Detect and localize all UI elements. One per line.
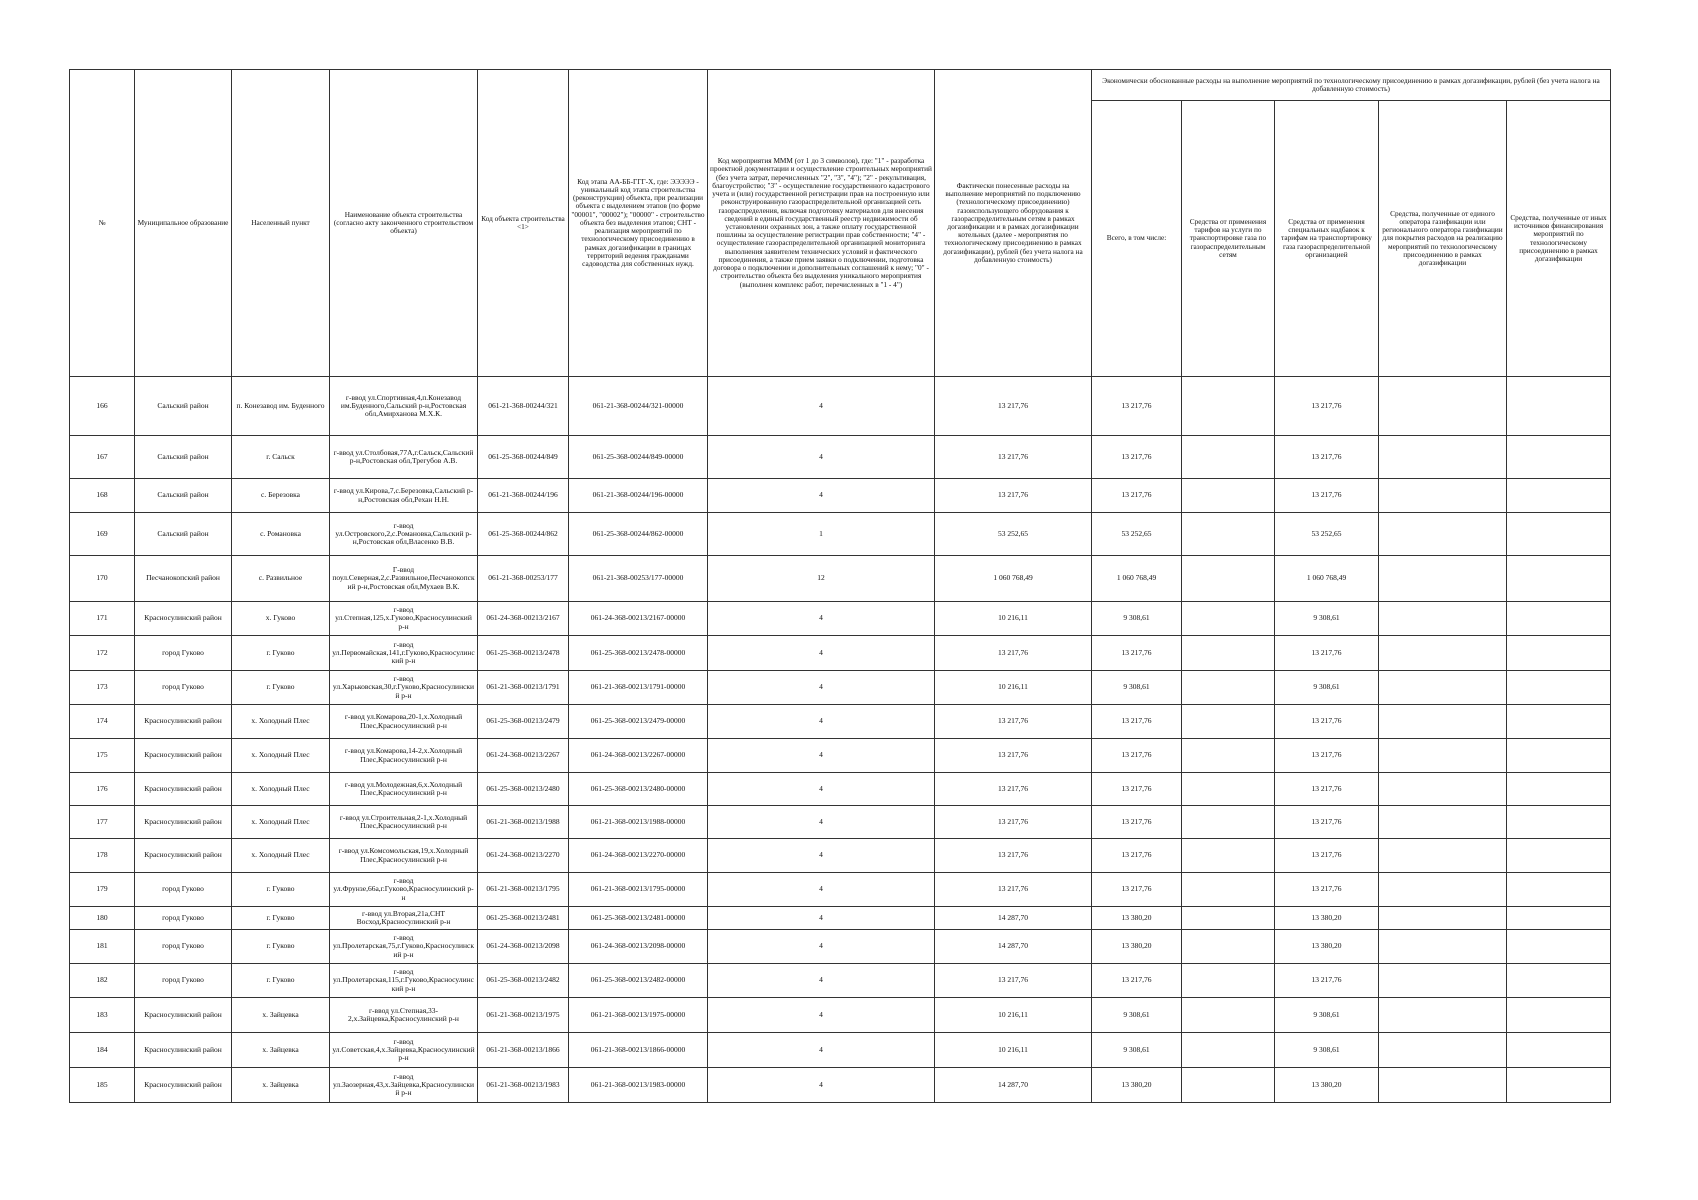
object-name-cell: г-ввод ул.Степная,33-2,х.Зайцевка,Красносулинский р-н — [330, 998, 478, 1033]
actual-costs-cell: 14 287,70 — [935, 1068, 1092, 1103]
object-name-cell: г-ввод ул.Молодежная,6,х.Холодный Плес,Красносулинский р-н — [330, 773, 478, 806]
operator-funds-cell — [1379, 998, 1507, 1033]
table-row — [70, 739, 1611, 773]
actual-costs-cell: 13 217,76 — [935, 705, 1092, 739]
municipality-cell: город Гуково — [135, 964, 232, 998]
header-tariff-funds: Средства от применения тарифов на услуги по транспортировке газа по газораспределительным сетям — [1182, 101, 1275, 377]
object-name-cell: г-ввод ул.Пролетарская,115,г.Гуково,Красносулинский р-н — [330, 964, 478, 998]
row-number: 181 — [70, 930, 135, 964]
total-cell: 13 217,76 — [1092, 739, 1182, 773]
object-name-cell: г-ввод ул.Вторая,21а,СНТ Восход,Красносулинский р-н — [330, 907, 478, 930]
header-surcharge-funds: Средства от применения специальных надбавок к тарифам на транспортировку газа газораспределительной организацией — [1275, 101, 1379, 377]
surcharge-funds-cell: 13 380,20 — [1275, 1068, 1379, 1103]
settlement-cell: г. Гуково — [232, 671, 330, 705]
row-number: 172 — [70, 636, 135, 671]
row-number: 183 — [70, 998, 135, 1033]
other-funds-cell — [1507, 773, 1611, 806]
table-row — [70, 602, 1611, 636]
actual-costs-cell: 13 217,76 — [935, 636, 1092, 671]
header-other-funds: Средства, полученные от иных источников финансирования мероприятий по технологическому присоединению в рамках догазификации — [1507, 101, 1611, 377]
surcharge-funds-cell: 13 217,76 — [1275, 636, 1379, 671]
table-row — [70, 839, 1611, 873]
row-number: 175 — [70, 739, 135, 773]
operator-funds-cell — [1379, 1068, 1507, 1103]
table-row — [70, 479, 1611, 513]
object-name-cell: Г-ввод поул.Северная,2,с.Развильное,Песчанокопский р-н,Ростовская обл,Мухаев В.К. — [330, 556, 478, 602]
actual-costs-cell: 13 217,76 — [935, 839, 1092, 873]
activity-code-cell: 4 — [708, 806, 935, 839]
other-funds-cell — [1507, 839, 1611, 873]
object-name-cell: г-ввод ул.Комарова,20-1,х.Холодный Плес,Красносулинский р-н — [330, 705, 478, 739]
other-funds-cell — [1507, 436, 1611, 479]
row-number: 167 — [70, 436, 135, 479]
settlement-cell: х. Холодный Плес — [232, 739, 330, 773]
other-funds-cell — [1507, 1033, 1611, 1068]
surcharge-funds-cell: 13 380,20 — [1275, 930, 1379, 964]
municipality-cell: Красносулинский район — [135, 1033, 232, 1068]
activity-code-cell: 4 — [708, 705, 935, 739]
tariff-funds-cell — [1182, 377, 1275, 436]
actual-costs-cell: 13 217,76 — [935, 739, 1092, 773]
stage-code-cell: 061-25-368-00244/862-00000 — [569, 513, 708, 556]
table-row — [70, 930, 1611, 964]
settlement-cell: х. Холодный Плес — [232, 839, 330, 873]
operator-funds-cell — [1379, 436, 1507, 479]
actual-costs-cell: 13 217,76 — [935, 964, 1092, 998]
activity-code-cell: 4 — [708, 998, 935, 1033]
object-name-cell: г-ввод ул.Советская,4,х.Зайцевка,Красносулинский р-н — [330, 1033, 478, 1068]
tariff-funds-cell — [1182, 513, 1275, 556]
total-cell: 9 308,61 — [1092, 1033, 1182, 1068]
tariff-funds-cell — [1182, 479, 1275, 513]
surcharge-funds-cell: 13 217,76 — [1275, 806, 1379, 839]
object-name-cell: г-ввод ул.Комарова,14-2,х.Холодный Плес,Красносулинский р-н — [330, 739, 478, 773]
total-cell: 9 308,61 — [1092, 998, 1182, 1033]
row-number: 170 — [70, 556, 135, 602]
object-code-cell: 061-21-368-00213/1975 — [478, 998, 569, 1033]
actual-costs-cell: 10 216,11 — [935, 602, 1092, 636]
surcharge-funds-cell: 13 217,76 — [1275, 436, 1379, 479]
settlement-cell: г. Гуково — [232, 873, 330, 907]
settlement-cell: г. Гуково — [232, 907, 330, 930]
other-funds-cell — [1507, 873, 1611, 907]
municipality-cell: Красносулинский район — [135, 839, 232, 873]
total-cell: 13 217,76 — [1092, 873, 1182, 907]
tariff-funds-cell — [1182, 671, 1275, 705]
stage-code-cell: 061-21-368-00244/321-00000 — [569, 377, 708, 436]
stage-code-cell: 061-25-368-00244/849-00000 — [569, 436, 708, 479]
other-funds-cell — [1507, 479, 1611, 513]
object-name-cell: г-ввод ул.Комсомольская,19,х.Холодный Плес,Красносулинский р-н — [330, 839, 478, 873]
other-funds-cell — [1507, 907, 1611, 930]
total-cell: 13 217,76 — [1092, 377, 1182, 436]
row-number: 178 — [70, 839, 135, 873]
actual-costs-cell: 14 287,70 — [935, 930, 1092, 964]
total-cell: 13 217,76 — [1092, 773, 1182, 806]
stage-code-cell: 061-21-368-00213/1866-00000 — [569, 1033, 708, 1068]
total-cell: 13 217,76 — [1092, 839, 1182, 873]
header-settlement: Населенный пункт — [232, 70, 330, 377]
table-row — [70, 636, 1611, 671]
surcharge-funds-cell: 9 308,61 — [1275, 602, 1379, 636]
object-name-cell: г-ввод ул.Первомайская,141,г.Гуково,Красносулинский р-н — [330, 636, 478, 671]
row-number: 184 — [70, 1033, 135, 1068]
municipality-cell: Сальский район — [135, 513, 232, 556]
header-actual-costs: Фактически понесенные расходы на выполнение мероприятий по подключению (технологическому присоединению) газоиспользующего оборудования к газораспределительным сетям в рамках догазификации и в рамках догазификации котельных (далее - мероприятия по технологическому присоединению в рамках догазификации), рублей (без учета налога на добавленную стоимость) — [935, 70, 1092, 377]
stage-code-cell: 061-21-368-00213/1795-00000 — [569, 873, 708, 907]
row-number: 166 — [70, 377, 135, 436]
object-code-cell: 061-25-368-00213/2482 — [478, 964, 569, 998]
other-funds-cell — [1507, 998, 1611, 1033]
object-code-cell: 061-25-368-00244/862 — [478, 513, 569, 556]
operator-funds-cell — [1379, 602, 1507, 636]
actual-costs-cell: 13 217,76 — [935, 377, 1092, 436]
stage-code-cell: 061-21-368-00253/177-00000 — [569, 556, 708, 602]
operator-funds-cell — [1379, 705, 1507, 739]
other-funds-cell — [1507, 636, 1611, 671]
object-code-cell: 061-25-368-00213/2478 — [478, 636, 569, 671]
actual-costs-cell: 13 217,76 — [935, 436, 1092, 479]
stage-code-cell: 061-25-368-00213/2482-00000 — [569, 964, 708, 998]
row-number: 179 — [70, 873, 135, 907]
other-funds-cell — [1507, 930, 1611, 964]
table-row — [70, 705, 1611, 739]
total-cell: 13 380,20 — [1092, 907, 1182, 930]
settlement-cell: г. Гуково — [232, 636, 330, 671]
header-object-code: Код объекта строительства <1> — [478, 70, 569, 377]
row-number: 176 — [70, 773, 135, 806]
municipality-cell: Красносулинский район — [135, 773, 232, 806]
other-funds-cell — [1507, 739, 1611, 773]
total-cell: 13 217,76 — [1092, 964, 1182, 998]
object-name-cell: г-ввод ул.Фрунзе,66а,г.Гуково,Красносулинский р-н — [330, 873, 478, 907]
municipality-cell: Песчанокопский район — [135, 556, 232, 602]
operator-funds-cell — [1379, 671, 1507, 705]
activity-code-cell: 4 — [708, 1033, 935, 1068]
activity-code-cell: 4 — [708, 739, 935, 773]
object-name-cell: г-ввод ул.Степная,125,х.Гуково,Красносулинский р-н — [330, 602, 478, 636]
municipality-cell: город Гуково — [135, 930, 232, 964]
object-code-cell: 061-24-368-00213/2098 — [478, 930, 569, 964]
surcharge-funds-cell: 13 217,76 — [1275, 377, 1379, 436]
object-code-cell: 061-21-368-00253/177 — [478, 556, 569, 602]
table-row — [70, 556, 1611, 602]
municipality-cell: город Гуково — [135, 636, 232, 671]
actual-costs-cell: 53 252,65 — [935, 513, 1092, 556]
table-row — [70, 806, 1611, 839]
object-code-cell: 061-25-368-00213/2479 — [478, 705, 569, 739]
operator-funds-cell — [1379, 806, 1507, 839]
actual-costs-cell: 10 216,11 — [935, 1033, 1092, 1068]
stage-code-cell: 061-25-368-00213/2479-00000 — [569, 705, 708, 739]
object-name-cell: г-ввод ул.Строительная,2-1,х.Холодный Плес,Красносулинский р-н — [330, 806, 478, 839]
object-code-cell: 061-21-368-00213/1866 — [478, 1033, 569, 1068]
stage-code-cell: 061-24-368-00213/2098-00000 — [569, 930, 708, 964]
tariff-funds-cell — [1182, 998, 1275, 1033]
operator-funds-cell — [1379, 739, 1507, 773]
header-operator-funds: Средства, полученные от единого оператора газификации или регионального оператора газификации для покрытия расходов на реализацию мероприятий по технологическому присоединению в рамках догазификации — [1379, 101, 1507, 377]
tariff-funds-cell — [1182, 1033, 1275, 1068]
actual-costs-cell: 13 217,76 — [935, 806, 1092, 839]
activity-code-cell: 4 — [708, 377, 935, 436]
table-row — [70, 998, 1611, 1033]
municipality-cell: Красносулинский район — [135, 739, 232, 773]
municipality-cell: город Гуково — [135, 907, 232, 930]
activity-code-cell: 4 — [708, 930, 935, 964]
stage-code-cell: 061-25-368-00213/2480-00000 — [569, 773, 708, 806]
total-cell: 13 217,76 — [1092, 705, 1182, 739]
settlement-cell: х. Зайцевка — [232, 998, 330, 1033]
object-code-cell: 061-24-368-00213/2167 — [478, 602, 569, 636]
activity-code-cell: 4 — [708, 636, 935, 671]
row-number: 168 — [70, 479, 135, 513]
settlement-cell: с. Березовка — [232, 479, 330, 513]
header-economic-costs: Экономически обоснованные расходы на выполнение мероприятий по технологическому присоединению в рамках догазификации, рублей (без учета налога на добавленную стоимость) — [1092, 70, 1611, 101]
table-row — [70, 873, 1611, 907]
total-cell: 13 217,76 — [1092, 636, 1182, 671]
stage-code-cell: 061-21-368-00213/1988-00000 — [569, 806, 708, 839]
tariff-funds-cell — [1182, 636, 1275, 671]
activity-code-cell: 4 — [708, 873, 935, 907]
object-name-cell: г-ввод ул.Пролетарская,75,г.Гуково,Красносулинский р-н — [330, 930, 478, 964]
stage-code-cell: 061-21-368-00213/1791-00000 — [569, 671, 708, 705]
row-number: 180 — [70, 907, 135, 930]
municipality-cell: Красносулинский район — [135, 705, 232, 739]
table-row — [70, 436, 1611, 479]
table-row — [70, 1033, 1611, 1068]
table-row — [70, 671, 1611, 705]
surcharge-funds-cell: 13 217,76 — [1275, 705, 1379, 739]
other-funds-cell — [1507, 671, 1611, 705]
total-cell: 9 308,61 — [1092, 602, 1182, 636]
operator-funds-cell — [1379, 907, 1507, 930]
other-funds-cell — [1507, 377, 1611, 436]
table-row — [70, 513, 1611, 556]
object-name-cell: г-ввод ул.Столбовая,77А,г.Сальск,Сальский р-н,Ростовская обл,Трегубов А.В. — [330, 436, 478, 479]
tariff-funds-cell — [1182, 806, 1275, 839]
settlement-cell: х. Холодный Плес — [232, 773, 330, 806]
total-cell: 1 060 768,49 — [1092, 556, 1182, 602]
surcharge-funds-cell: 13 217,76 — [1275, 739, 1379, 773]
table-row — [70, 964, 1611, 998]
header-stage-code: Код этапа АА-ББ-ГГГ-Х, где: ЭЭЭЭЭ - уникальный код этапа строительства (реконструкции) объекта, при реализации объекта с выделением этапов (по форме "00001", "00002"); "00000" - строительство объекта без выделения этапов; СНТ - реализация мероприятий по технологическому присоединению в рамках догазификации в границах территорий ведения гражданами садоводства для собственных нужд. — [569, 70, 708, 377]
tariff-funds-cell — [1182, 964, 1275, 998]
surcharge-funds-cell: 13 217,76 — [1275, 479, 1379, 513]
stage-code-cell: 061-21-368-00244/196-00000 — [569, 479, 708, 513]
operator-funds-cell — [1379, 377, 1507, 436]
surcharge-funds-cell: 13 217,76 — [1275, 773, 1379, 806]
operator-funds-cell — [1379, 479, 1507, 513]
object-name-cell: г-ввод ул.Островского,2,с.Романовка,Сальский р-н,Ростовская обл,Власенко В.В. — [330, 513, 478, 556]
row-number: 169 — [70, 513, 135, 556]
operator-funds-cell — [1379, 636, 1507, 671]
municipality-cell: Красносулинский район — [135, 998, 232, 1033]
table-row — [70, 1068, 1611, 1103]
tariff-funds-cell — [1182, 907, 1275, 930]
municipality-cell: Сальский район — [135, 377, 232, 436]
actual-costs-cell: 13 217,76 — [935, 873, 1092, 907]
activity-code-cell: 4 — [708, 907, 935, 930]
total-cell: 9 308,61 — [1092, 671, 1182, 705]
activity-code-cell: 4 — [708, 773, 935, 806]
stage-code-cell: 061-25-368-00213/2481-00000 — [569, 907, 708, 930]
settlement-cell: г. Сальск — [232, 436, 330, 479]
object-code-cell: 061-24-368-00213/2270 — [478, 839, 569, 873]
actual-costs-cell: 1 060 768,49 — [935, 556, 1092, 602]
stage-code-cell: 061-21-368-00213/1975-00000 — [569, 998, 708, 1033]
stage-code-cell: 061-24-368-00213/2270-00000 — [569, 839, 708, 873]
settlement-cell: х. Зайцевка — [232, 1033, 330, 1068]
activity-code-cell: 4 — [708, 839, 935, 873]
table-body — [70, 377, 1611, 1103]
object-code-cell: 061-24-368-00213/2267 — [478, 739, 569, 773]
object-name-cell: г-ввод ул.Заозерная,43,х.Зайцевка,Красносулинский р-н — [330, 1068, 478, 1103]
table-row — [70, 377, 1611, 436]
table-row — [70, 773, 1611, 806]
other-funds-cell — [1507, 964, 1611, 998]
settlement-cell: п. Конезавод им. Буденного — [232, 377, 330, 436]
municipality-cell: Сальский район — [135, 479, 232, 513]
row-number: 185 — [70, 1068, 135, 1103]
operator-funds-cell — [1379, 839, 1507, 873]
object-code-cell: 061-25-368-00244/849 — [478, 436, 569, 479]
other-funds-cell — [1507, 705, 1611, 739]
total-cell: 13 380,20 — [1092, 1068, 1182, 1103]
other-funds-cell — [1507, 602, 1611, 636]
activity-code-cell: 4 — [708, 436, 935, 479]
other-funds-cell — [1507, 513, 1611, 556]
object-name-cell: г-ввод ул.Спортивная,4,п.Конезавод им.Буденного,Сальский р-н,Ростовская обл,Амирханова М.Х.К. — [330, 377, 478, 436]
tariff-funds-cell — [1182, 602, 1275, 636]
activity-code-cell: 4 — [708, 671, 935, 705]
row-number: 174 — [70, 705, 135, 739]
operator-funds-cell — [1379, 773, 1507, 806]
settlement-cell: х. Холодный Плес — [232, 705, 330, 739]
surcharge-funds-cell: 13 217,76 — [1275, 964, 1379, 998]
actual-costs-cell: 10 216,11 — [935, 671, 1092, 705]
tariff-funds-cell — [1182, 1068, 1275, 1103]
activity-code-cell: 4 — [708, 964, 935, 998]
settlement-cell: х. Гуково — [232, 602, 330, 636]
tariff-funds-cell — [1182, 773, 1275, 806]
actual-costs-cell: 13 217,76 — [935, 773, 1092, 806]
actual-costs-cell: 10 216,11 — [935, 998, 1092, 1033]
header-object-name: Наименование объекта строительства (согласно акту законченного строительством объекта) — [330, 70, 478, 377]
object-code-cell: 061-25-368-00213/2481 — [478, 907, 569, 930]
activity-code-cell: 4 — [708, 479, 935, 513]
total-cell: 53 252,65 — [1092, 513, 1182, 556]
object-name-cell: г-ввод ул.Харьковская,30,г.Гуково,Красносулинский р-н — [330, 671, 478, 705]
tariff-funds-cell — [1182, 930, 1275, 964]
surcharge-funds-cell: 9 308,61 — [1275, 671, 1379, 705]
tariff-funds-cell — [1182, 705, 1275, 739]
settlement-cell: г. Гуково — [232, 964, 330, 998]
object-code-cell: 061-21-368-00244/321 — [478, 377, 569, 436]
tariff-funds-cell — [1182, 839, 1275, 873]
surcharge-funds-cell: 53 252,65 — [1275, 513, 1379, 556]
tariff-funds-cell — [1182, 436, 1275, 479]
tariff-funds-cell — [1182, 556, 1275, 602]
other-funds-cell — [1507, 1068, 1611, 1103]
connection-costs-table — [69, 69, 1611, 1103]
activity-code-cell: 1 — [708, 513, 935, 556]
settlement-cell: г. Гуково — [232, 930, 330, 964]
surcharge-funds-cell: 13 380,20 — [1275, 907, 1379, 930]
other-funds-cell — [1507, 556, 1611, 602]
municipality-cell: Красносулинский район — [135, 1068, 232, 1103]
actual-costs-cell: 13 217,76 — [935, 479, 1092, 513]
activity-code-cell: 4 — [708, 602, 935, 636]
total-cell: 13 380,20 — [1092, 930, 1182, 964]
total-cell: 13 217,76 — [1092, 436, 1182, 479]
municipality-cell: Красносулинский район — [135, 602, 232, 636]
object-code-cell: 061-21-368-00213/1791 — [478, 671, 569, 705]
municipality-cell: город Гуково — [135, 671, 232, 705]
operator-funds-cell — [1379, 873, 1507, 907]
row-number: 171 — [70, 602, 135, 636]
object-code-cell: 061-21-368-00213/1988 — [478, 806, 569, 839]
header-no: № — [70, 70, 135, 377]
operator-funds-cell — [1379, 513, 1507, 556]
row-number: 173 — [70, 671, 135, 705]
tariff-funds-cell — [1182, 739, 1275, 773]
total-cell: 13 217,76 — [1092, 479, 1182, 513]
actual-costs-cell: 14 287,70 — [935, 907, 1092, 930]
row-number: 182 — [70, 964, 135, 998]
object-code-cell: 061-21-368-00213/1983 — [478, 1068, 569, 1103]
operator-funds-cell — [1379, 930, 1507, 964]
settlement-cell: с. Романовка — [232, 513, 330, 556]
tariff-funds-cell — [1182, 873, 1275, 907]
activity-code-cell: 12 — [708, 556, 935, 602]
header-municipality: Муниципальное образование — [135, 70, 232, 377]
surcharge-funds-cell: 13 217,76 — [1275, 839, 1379, 873]
operator-funds-cell — [1379, 1033, 1507, 1068]
object-name-cell: г-ввод ул.Кирова,7,с.Березовка,Сальский р-н,Ростовская обл,Рехан Н.Н. — [330, 479, 478, 513]
header-total: Всего, в том числе: — [1092, 101, 1182, 377]
operator-funds-cell — [1379, 964, 1507, 998]
object-code-cell: 061-21-368-00244/196 — [478, 479, 569, 513]
operator-funds-cell — [1379, 556, 1507, 602]
table-row — [70, 907, 1611, 930]
surcharge-funds-cell: 9 308,61 — [1275, 998, 1379, 1033]
activity-code-cell: 4 — [708, 1068, 935, 1103]
header-activity-code: Код мероприятия МММ (от 1 до 3 символов), где: "1" - разработка проектной документации и осуществление строительных мероприятий (без учета затрат, перечисленных "2", "3", "4"); "2" - рекультивация, благоустройство; "3" - осуществление государственного кадастрового учета и (или) государственной регистрации прав на построенную или реконструированную газораспределительной организацией сеть газораспределения, включая подготовку материалов для внесения сведений в единый государственный реестр недвижимости об установлении охранных зон, а также оплату государственной пошлины за осуществление регистрации прав собственности; "4" - осуществление газораспределительной организацией мониторинга выполнения заявителем технических условий и фактического присоединения, а также прием заявки о подключении, подготовка договора о подключении и дополнительных соглашений к нему; "0" - строительство объекта без выделения уникального мероприятия (выполнен комплекс работ, перечисленных в "1 - 4") — [708, 70, 935, 377]
object-code-cell: 061-25-368-00213/2480 — [478, 773, 569, 806]
other-funds-cell — [1507, 806, 1611, 839]
surcharge-funds-cell: 13 217,76 — [1275, 873, 1379, 907]
settlement-cell: х. Холодный Плес — [232, 806, 330, 839]
stage-code-cell: 061-25-368-00213/2478-00000 — [569, 636, 708, 671]
municipality-cell: Красносулинский район — [135, 806, 232, 839]
municipality-cell: город Гуково — [135, 873, 232, 907]
municipality-cell: Сальский район — [135, 436, 232, 479]
stage-code-cell: 061-24-368-00213/2167-00000 — [569, 602, 708, 636]
surcharge-funds-cell: 9 308,61 — [1275, 1033, 1379, 1068]
stage-code-cell: 061-24-368-00213/2267-00000 — [569, 739, 708, 773]
settlement-cell: х. Зайцевка — [232, 1068, 330, 1103]
settlement-cell: с. Развильное — [232, 556, 330, 602]
document-sheet — [69, 69, 1611, 1103]
surcharge-funds-cell: 1 060 768,49 — [1275, 556, 1379, 602]
stage-code-cell: 061-21-368-00213/1983-00000 — [569, 1068, 708, 1103]
object-code-cell: 061-21-368-00213/1795 — [478, 873, 569, 907]
row-number: 177 — [70, 806, 135, 839]
total-cell: 13 217,76 — [1092, 806, 1182, 839]
